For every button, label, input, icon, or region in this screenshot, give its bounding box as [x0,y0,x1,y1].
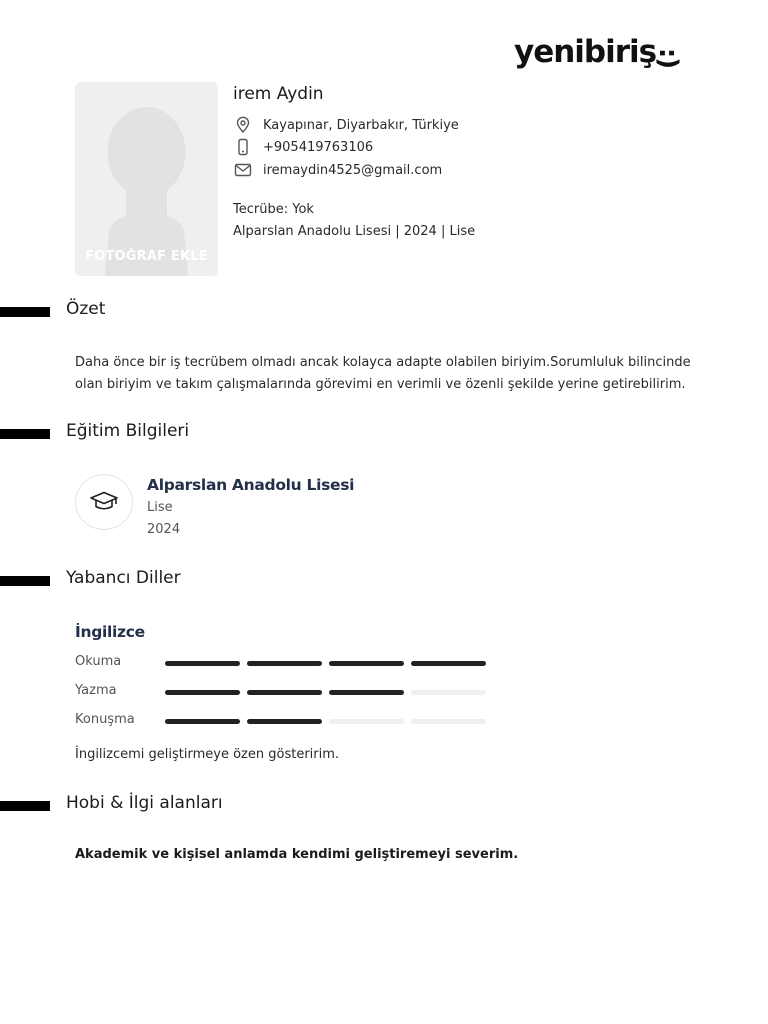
education-section-title: Eğitim Bilgileri [66,421,190,441]
skill-segment-filled [411,661,486,666]
skill-segment-empty [411,719,486,724]
yenibiris-logo [514,34,684,70]
skill-segment-filled [165,690,240,695]
phone-text: +905419763106 [263,139,374,155]
language-note: İngilizcemi geliştirmeye özen gösteririm. [75,747,340,762]
skill-segment-filled [165,661,240,666]
skill-row-speaking [75,712,495,732]
section-marker-summary [0,307,50,317]
skill-level-bars [165,719,493,724]
education-summary-text: Alparslan Anadolu Lisesi | 2024 | Lise [233,224,476,239]
skill-label: Konuşma [75,712,135,727]
section-marker-education [0,429,50,439]
education-school-name: Alparslan Anadolu Lisesi [147,476,355,494]
graduation-cap-icon [89,491,119,513]
email-row [233,160,442,180]
language-name: İngilizce [75,623,145,641]
skill-segment-empty [329,719,404,724]
skill-label: Okuma [75,654,122,669]
location-pin-icon [233,115,253,135]
logo-smile: :) [653,47,684,69]
section-marker-languages [0,576,50,586]
skill-row-writing [75,683,495,703]
skill-level-bars [165,690,493,695]
experience-text: Tecrübe: Yok [233,202,314,217]
section-marker-hobbies [0,801,50,811]
education-year: 2024 [147,522,181,537]
phone-icon [233,137,253,157]
phone-row [233,137,373,157]
candidate-name: irem Aydin [233,84,324,104]
skill-segment-empty [411,690,486,695]
skill-segment-filled [329,690,404,695]
skill-row-reading [75,654,495,674]
skill-segment-filled [329,661,404,666]
logo-text: yenibiriş [514,34,657,70]
mail-icon [233,160,253,180]
skill-segment-filled [165,719,240,724]
skill-segment-filled [247,690,322,695]
add-photo-label: FOTOĞRAF EKLE [85,249,208,264]
summary-text: Daha önce bir iş tecrübem olmadı ancak kolayca adapte olabilen biriyim.Sorumluluk bilincinde olan biriyim ve takım çalışmalarında görevimi en verimli ve özenli şekilde yerine getirebilirim. [75,355,691,392]
location-text: Kayapınar, Diyarbakır, Türkiye [263,117,459,133]
skill-label: Yazma [75,683,117,698]
skill-level-bars [165,661,493,666]
profile-photo-placeholder[interactable] [75,82,218,276]
hobbies-section-title: Hobi & İlgi alanları [66,793,223,813]
email-text: iremaydin4525@gmail.com [263,162,443,178]
languages-section-title: Yabancı Diller [66,568,181,588]
location-row [233,115,459,135]
education-icon-circle [75,474,133,530]
skill-segment-filled [247,719,322,724]
hobbies-text: Akademik ve kişisel anlamda kendimi geliştiremeyi severim. [75,847,519,862]
education-type: Lise [147,500,173,515]
skill-segment-filled [247,661,322,666]
person-silhouette-icon [75,82,218,276]
summary-section-title: Özet [66,299,106,319]
